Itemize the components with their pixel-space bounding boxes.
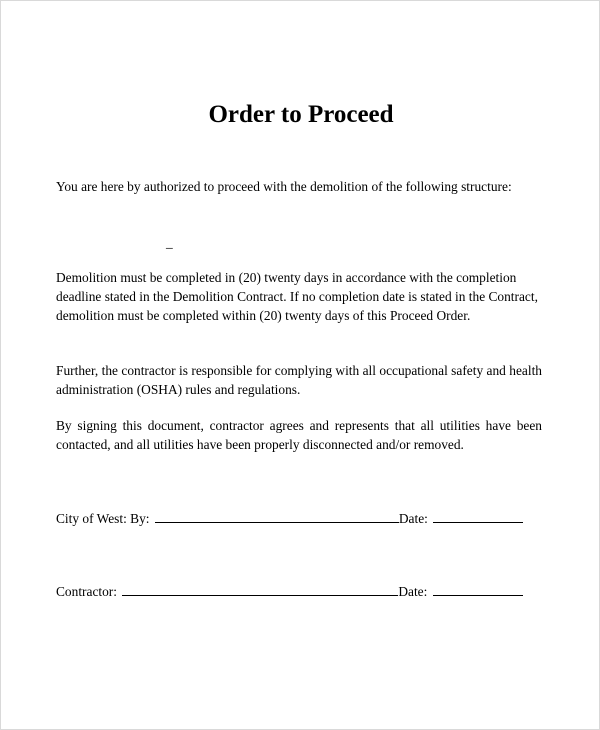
contractor-signature-line[interactable] xyxy=(122,582,398,596)
completion-line: deadline stated in the Demolition Contract. If no completion date is stated in the Contract, xyxy=(56,289,538,305)
city-date-label: Date: xyxy=(398,511,428,526)
completion-line: Demolition must be completed in (20) twenty days in accordance with the completion xyxy=(56,270,517,285)
contractor-signature-row xyxy=(56,582,523,601)
structure-blank-mark: _ xyxy=(166,235,173,250)
osha-paragraph: Further, the contractor is responsible for complying with all occupational safety and health administration (OSHA) rules and regulations. xyxy=(56,363,542,398)
utilities-paragraph: By signing this document, contractor agrees and represents that all utilities have been contacted, and all utilities have been properly disconnected and/or removed. xyxy=(56,418,542,453)
contractor-date-label: Date: xyxy=(398,584,428,599)
city-signature-label: City of West: By: xyxy=(56,511,150,526)
contractor-date-line[interactable] xyxy=(433,582,523,596)
contractor-signature-label: Contractor: xyxy=(56,584,117,599)
city-signature-line[interactable] xyxy=(155,509,399,523)
completion-paragraph xyxy=(56,268,542,326)
city-date-line[interactable] xyxy=(433,509,523,523)
document-title: Order to Proceed xyxy=(208,101,394,128)
completion-line: demolition must be completed within (20) twenty days of this Proceed Order. xyxy=(56,308,471,324)
intro-text: You are here by authorized to proceed with the demolition of the following structure: xyxy=(56,179,512,194)
city-signature-row xyxy=(56,509,523,528)
